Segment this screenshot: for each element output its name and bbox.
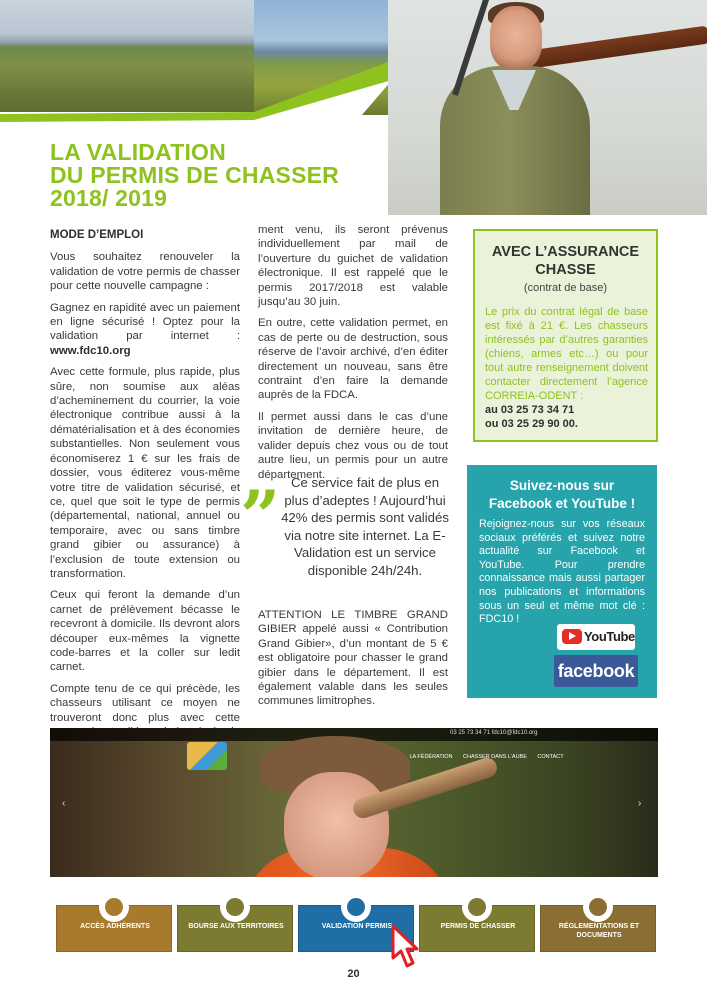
button-acces-adherents[interactable] (56, 905, 172, 952)
man-face (284, 772, 389, 880)
grand-gibier-notice: ATTENTION LE TIMBRE GRAND GIBIER appelé aussi « Contribution Grand Gibier», d’un montant de 5 € est obligatoire pour chasser le grand gibier dans le département. Il est également valable dans les seules communes limitrophes. (258, 609, 448, 708)
social-title-line: Facebook et YouTube ! (488, 496, 636, 511)
nav-item[interactable]: CHASSER DANS L’AUBE (463, 754, 527, 760)
insurance-title-line: CHASSE (535, 262, 596, 278)
deer-icon (462, 892, 492, 922)
quote-mark-icon: ” (240, 475, 281, 558)
fdc10-logo[interactable] (187, 742, 227, 770)
pull-quote (240, 474, 452, 598)
site-contact-info: 03 25 73 34 71 fdc10@fdc10.org (450, 730, 538, 736)
website-screenshot (50, 728, 658, 956)
pull-quote-text: Ce service fait de plus en plus d’adeptes ! Aujourd’hui 42% des permis sont validés via notre site internet. La E-Validation est un service disponible 24h/24h. (281, 475, 449, 578)
page-title (50, 141, 390, 210)
nav-item[interactable]: LA FÉDÉRATION (409, 754, 453, 760)
paragraph (50, 301, 240, 359)
hunter-face (490, 6, 542, 70)
button-bourse-territoires[interactable] (177, 905, 293, 952)
button-permis-chasser[interactable] (419, 905, 535, 952)
button-label: VALIDATION PERMIS (321, 923, 393, 930)
social-title (467, 477, 657, 513)
article-column-1 (50, 228, 240, 790)
paragraph: ment venu, ils seront prévenus individuellement par mail de l’ouverture du guichet de validation électronique. Il est rappelé que le permis 2017/2018 est valable jusqu’au 30 juin. (258, 224, 448, 309)
facebook-button[interactable]: facebook (554, 655, 638, 687)
paragraph: Compte tenu de ce qui précède, les chasseurs utilisant ce moyen ne trouveront donc plus avec cette (50, 682, 240, 724)
website-link[interactable]: www.fdc10.org (50, 344, 131, 357)
insurance-phone-2: ou 03 25 29 90 00. (485, 418, 578, 430)
insurance-phone-1: au 03 25 73 34 71 (485, 404, 575, 416)
youtube-play-icon (562, 629, 582, 644)
nav-item[interactable]: CONTACT (537, 754, 564, 760)
page-number: 20 (347, 968, 360, 980)
paragraph: En outre, cette validation permet, en cas de perte ou de destruction, sous réserve de l’avoir archivé, d’en éditer directement un nouveau, sans être contraint d’en faire la demande auprès de la FDCA. (258, 317, 448, 402)
rabbit-icon (341, 892, 371, 922)
paragraph: Vous souhaitez renouveler la validation de votre permis de chasser pour cette nouvelle campagne : (50, 251, 240, 293)
article-column-2 (258, 223, 448, 489)
title-line: DU PERMIS DE CHASSER (50, 162, 339, 188)
insurance-title (475, 243, 656, 279)
youtube-label: YouTube (584, 629, 635, 644)
youtube-button[interactable] (557, 624, 635, 650)
social-title-line: Suivez-nous sur (509, 478, 615, 493)
paragraph: Avec cette formule, plus rapide, plus sûre, non soumise aux aléas d’acheminement du courrier, la voie électronique contribue aussi à la dématérialisation et à des économies substantielles. Non seulement vous économiserez 1 € sur les frais de dossier, vous éditerez vous-même votre titre de validation sécurisé, et ce, quel que soit le type de permis (départemental, national, annuel ou temporaire, avec ou sans timbre grand gibier ou assurance) à l’exclusion de toute extension ou transformation. (50, 366, 240, 580)
social-body: Rejoignez-nous sur vos réseaux sociaux préférés et suivez notre actualité sur Facebook et YouTube. Pour prendre connaissance mais aussi partager nos publications et informations sous un seul et même mot clé : FDC10 ! (479, 518, 645, 626)
carousel-prev-icon[interactable]: ‹ (62, 798, 66, 809)
mouse-cursor-icon (391, 924, 419, 970)
leaf-icon (220, 892, 250, 922)
button-label: PERMIS DE CHASSER (440, 923, 516, 930)
hunter-icon (99, 892, 129, 922)
button-reglementations[interactable] (540, 905, 656, 952)
paragraph: Ceux qui feront la demande d’un carnet de prélèvement bécasse le recevront à domicile. Ils devront alors découper eux-mêmes la vignette code-barres et la coller sur ledit carnet. (50, 589, 240, 674)
button-label: RÉGLEMENTATIONS ET DOCUMENTS (558, 923, 640, 939)
documents-icon (583, 892, 613, 922)
insurance-subtitle: (contrat de base) (523, 282, 608, 294)
paragraph-text: Gagnez en rapidité avec un paiement en ligne sécurisé ! Optez pour la validation par internet : (50, 301, 240, 343)
insurance-body: Le prix du contrat légal de base est fixé à 21 €. Les chasseurs intéressés par d’autres garanties (chiens, armes etc…) ou pour tout autre renseignement doivent contacter directement l’agence CORREIA-ODENT : (485, 306, 648, 402)
button-label: ACCÈS ADHÉRENTS (80, 923, 150, 930)
title-line: LA VALIDATION (50, 139, 226, 165)
button-label: BOURSE AUX TERRITOIRES (188, 923, 284, 930)
insurance-box (473, 229, 658, 442)
insurance-title-line: AVEC L’ASSURANCE (491, 244, 640, 260)
section-heading: MODE D’EMPLOI (50, 229, 144, 241)
carousel-next-icon[interactable]: › (638, 798, 642, 809)
title-line: 2018/ 2019 (50, 185, 168, 211)
paragraph: Il permet aussi dans le cas d’une invitation de dernière heure, de valider depuis chez vous ou de tout autre lieu, un permis pour un autre département. (258, 410, 448, 481)
